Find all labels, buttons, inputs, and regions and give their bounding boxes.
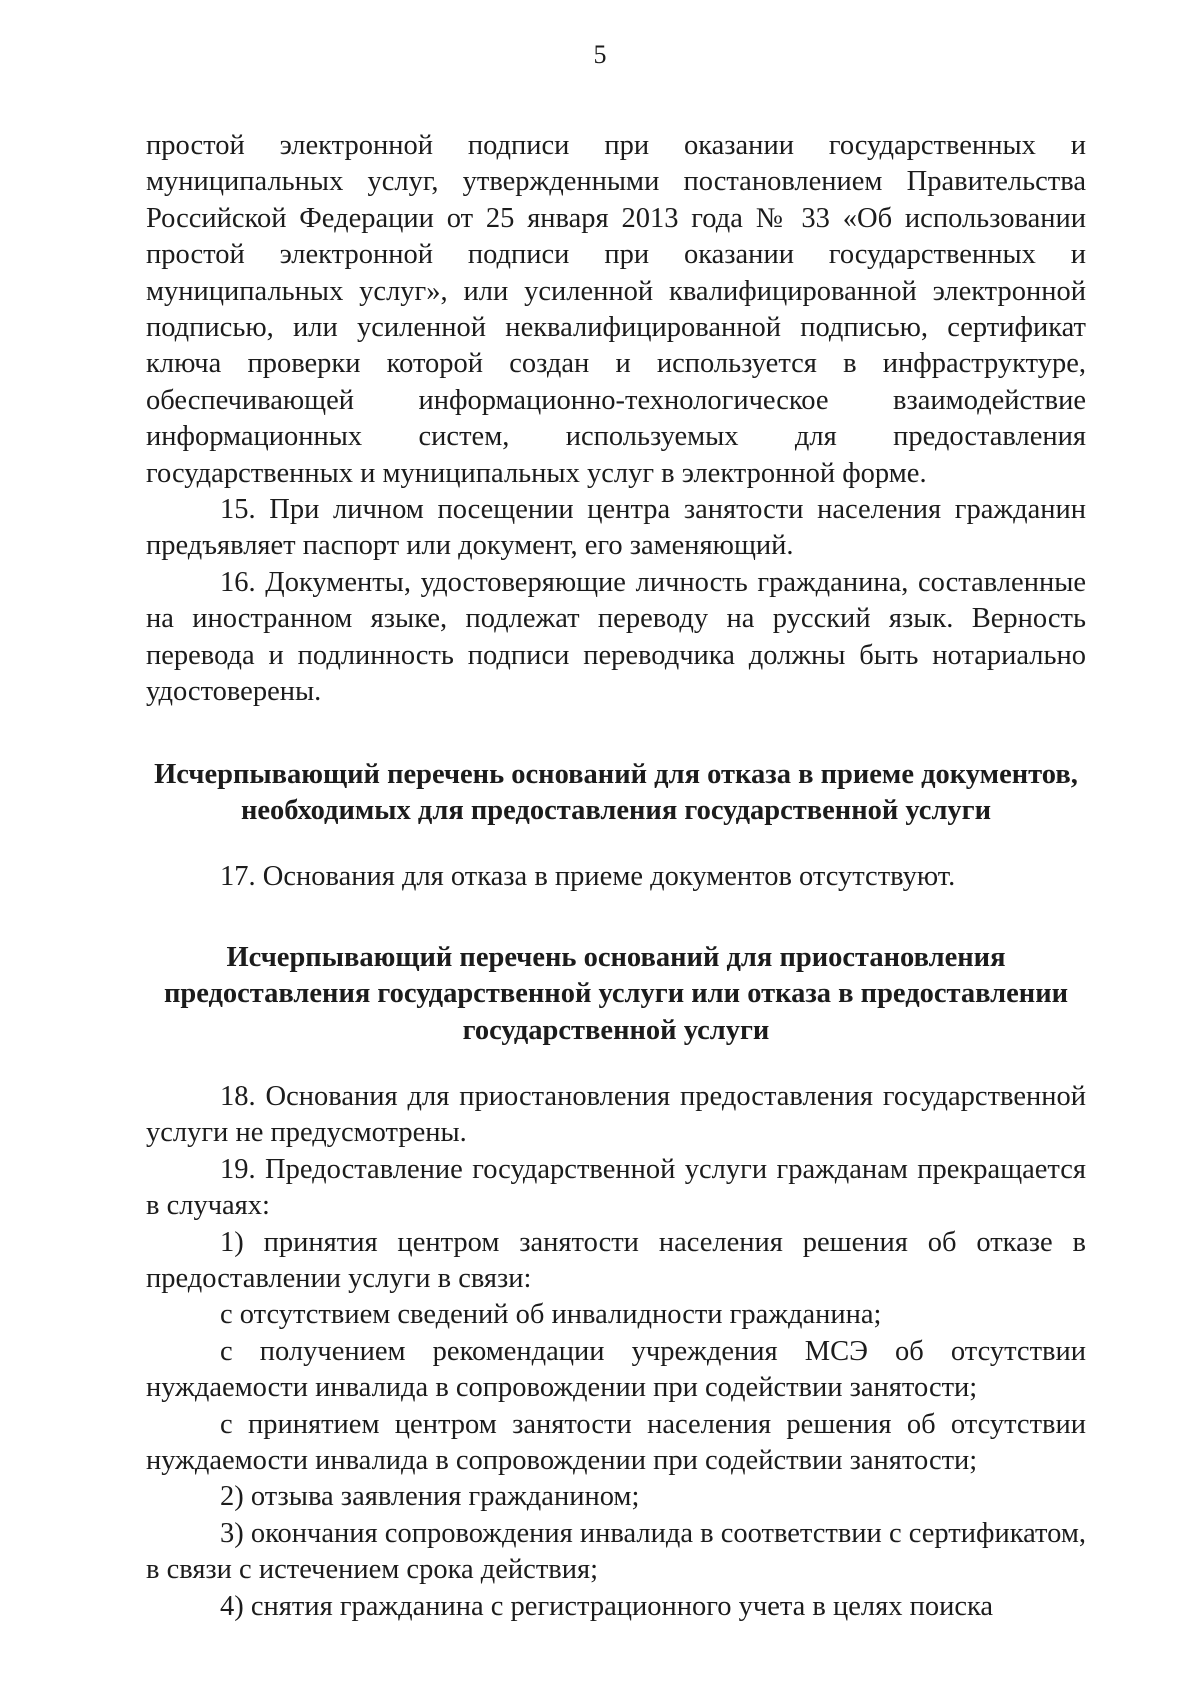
paragraph-19: 19. Предоставление государственной услуги гражданам прекращается в случаях: xyxy=(146,1153,1086,1222)
paragraph-18: 18. Основания для приостановления предоставления государственной услуги не предусмотрены. xyxy=(146,1080,1086,1149)
page-number: 5 xyxy=(593,40,607,69)
section-heading-suspension-refusal: Исчерпывающий перечень оснований для приостановления предоставления государственной услуги или отказа в предоставлении государственной услуги xyxy=(163,941,1069,1046)
paragraph-15: 15. При личном посещении центра занятости населения гражданин предъявляет паспорт или документ, его заменяющий. xyxy=(146,494,1086,562)
document-body xyxy=(146,128,1086,1625)
list-item-2: 2) отзыва заявления гражданином; xyxy=(220,1481,640,1513)
section-heading-refusal-documents: Исчерпывающий перечень оснований для отказа в приеме документов, необходимых для предоставления государственной услуги xyxy=(154,758,1078,826)
paragraph-16: 16. Документы, удостоверяющие личность гражданина, составленные на иностранном языке, подлежат переводу на русский язык. Верность перевода и подлинность подписи переводчика должны быть нотариально удостоверены. xyxy=(146,566,1086,708)
list-item-4: 4) снятия гражданина с регистрационного учета в целях поиска xyxy=(220,1590,994,1622)
list-item-3: 3) окончания сопровождения инвалида в соответствии с сертификатом, в связи с истечением срока действия; xyxy=(146,1517,1086,1586)
list-subitem-mse-recommendation: с получением рекомендации учреждения МСЭ об отсутствии нуждаемости инвалида в сопровождении при содействии занятости; xyxy=(146,1335,1086,1404)
paragraph-14-continuation: простой электронной подписи при оказании государственных и муниципальных услуг, утвержденными постановлением Правительства Российской Федерации от 25 января 2013 года № 33 «Об использовании простой электронной подписи при оказании государственных и муниципальных услуг», или усиленной квалифицированной электронной подписью, или усиленной неквалифицированной подписью, сертификат ключа проверки которой создан и используется в инфраструктуре, обеспечивающей информационно-технологическое взаимодействие информационных систем, используемых для предоставления государственных и муниципальных услуг в электронной форме. xyxy=(146,130,1086,489)
list-subitem-center-decision: с принятием центром занятости населения решения об отсутствии нуждаемости инвалида в сопровождении при содействии занятости; xyxy=(146,1408,1086,1476)
list-item-1: 1) принятия центром занятости населения решения об отказе в предоставлении услуги в связи: xyxy=(146,1226,1086,1294)
paragraph-17: 17. Основания для отказа в приеме документов отсутствуют. xyxy=(220,861,956,893)
list-subitem-no-disability-info: с отсутствием сведений об инвалидности гражданина; xyxy=(220,1299,882,1331)
